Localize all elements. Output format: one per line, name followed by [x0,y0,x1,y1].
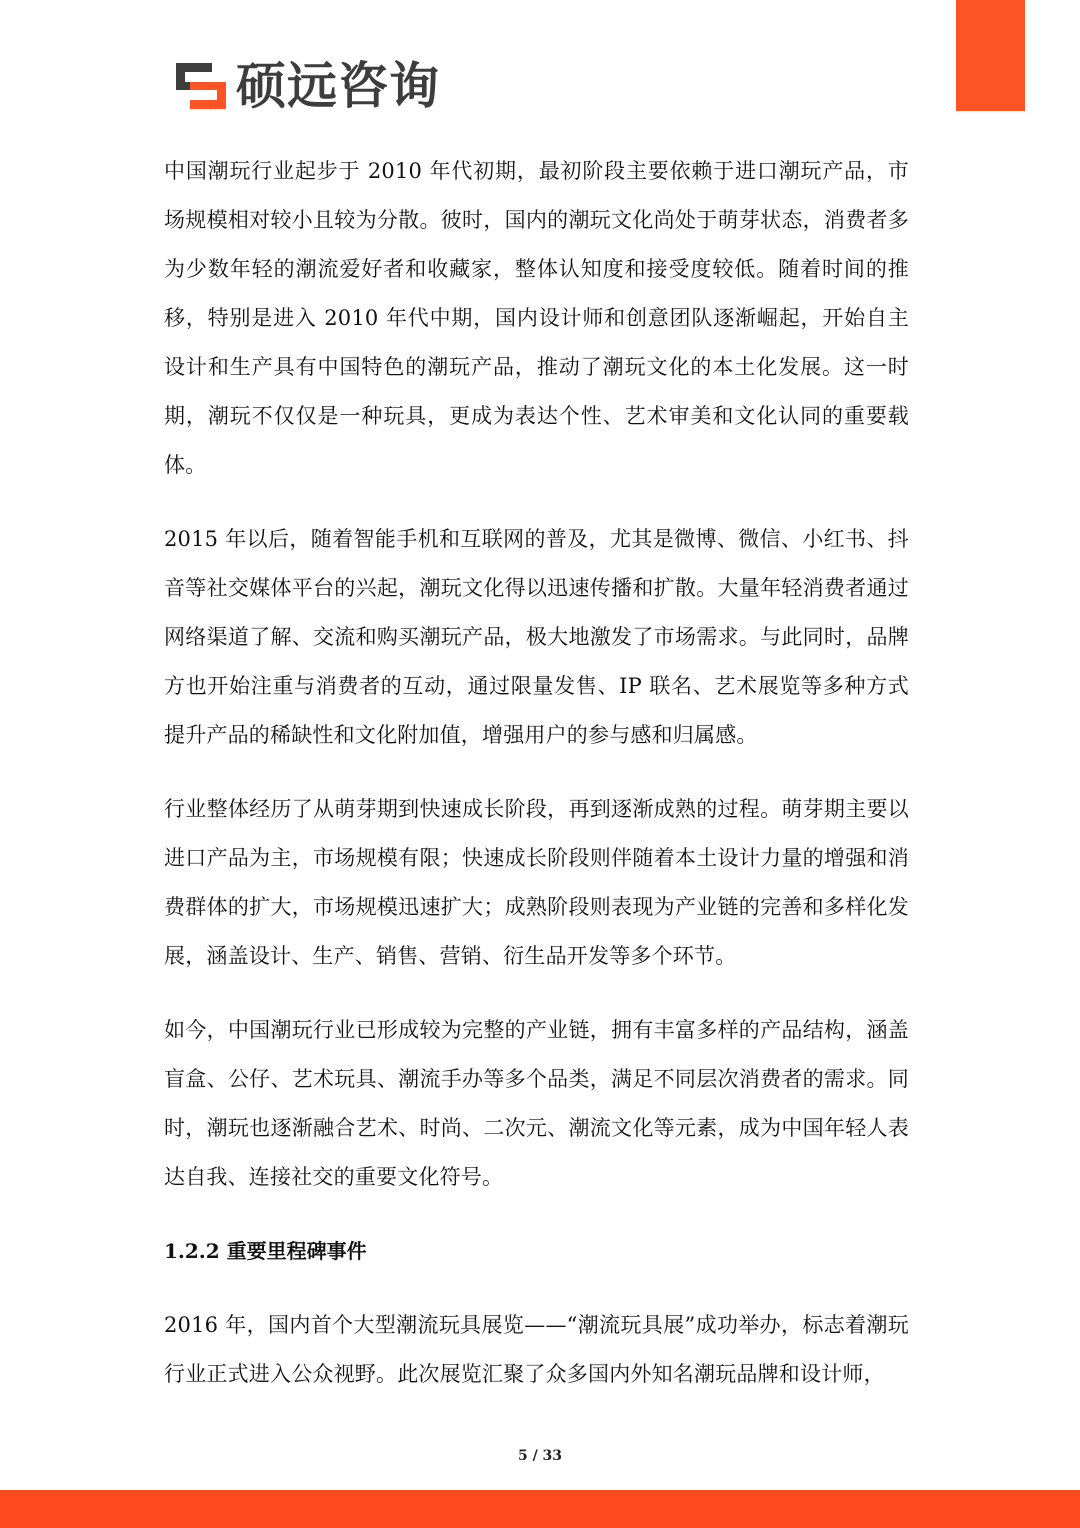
section-heading: 1.2.2 重要里程碑事件 [164,1239,367,1263]
footer-bar [0,1490,1080,1528]
sy-monogram-icon [176,61,226,111]
body-paragraph: 如今，中国潮玩行业已形成较为完整的产业链，拥有丰富多样的产品结构，涵盖盲盒、公仔、艺术玩具、潮流手办等多个品类，满足不同层次消费者的需求。同时，潮玩也逐渐融合艺术、时尚、二次元、潮流文化等元素，成为中国年轻人表达自我、连接社交的重要文化符号。 [164,1018,909,1189]
logo-text: 硕远咨询 [236,57,440,115]
body-paragraph: 行业整体经历了从萌芽期到快速成长阶段，再到逐渐成熟的过程。萌芽期主要以进口产品为主，市场规模有限；快速成长阶段则伴随着本土设计力量的增强和消费群体的扩大，市场规模迅速扩大；成熟阶段则表现为产业链的完善和多样化发展，涵盖设计、生产、销售、营销、衍生品开发等多个环节。 [164,797,909,968]
body-paragraph: 中国潮玩行业起步于 2010 年代初期，最初阶段主要依赖于进口潮玩产品，市场规模相对较小且较为分散。彼时，国内的潮玩文化尚处于萌芽状态，消费者多为少数年轻的潮流爱好者和收藏家，整体认知度和接受度较低。随着时间的推移，特别是进入 2010 年代中期，国内设计师和创意团队逐渐崛起，开始自主设计和生产具有中国特色的潮玩产品，推动了潮玩文化的本土化发展。这一时期，潮玩不仅仅是一种玩具，更成为表达个性、艺术审美和文化认同的重要载体。 [164,159,909,477]
page-number: 5 / 33 [517,1448,563,1464]
header-accent-block [956,0,1025,111]
company-logo [176,58,440,114]
section-paragraph: 2016 年，国内首个大型潮流玩具展览——“潮流玩具展”成功举办，标志着潮玩行业正式进入公众视野。此次展览汇聚了众多国内外知名潮玩品牌和设计师， [164,1313,910,1386]
document-body [164,147,909,1424]
body-paragraph: 2015 年以后，随着智能手机和互联网的普及，尤其是微博、微信、小红书、抖音等社交媒体平台的兴起，潮玩文化得以迅速传播和扩散。大量年轻消费者通过网络渠道了解、交流和购买潮玩产品，极大地激发了市场需求。与此同时，品牌方也开始注重与消费者的互动，通过限量发售、IP 联名、艺术展览等多种方式提升产品的稀缺性和文化附加值，增强用户的参与感和归属感。 [164,527,909,747]
